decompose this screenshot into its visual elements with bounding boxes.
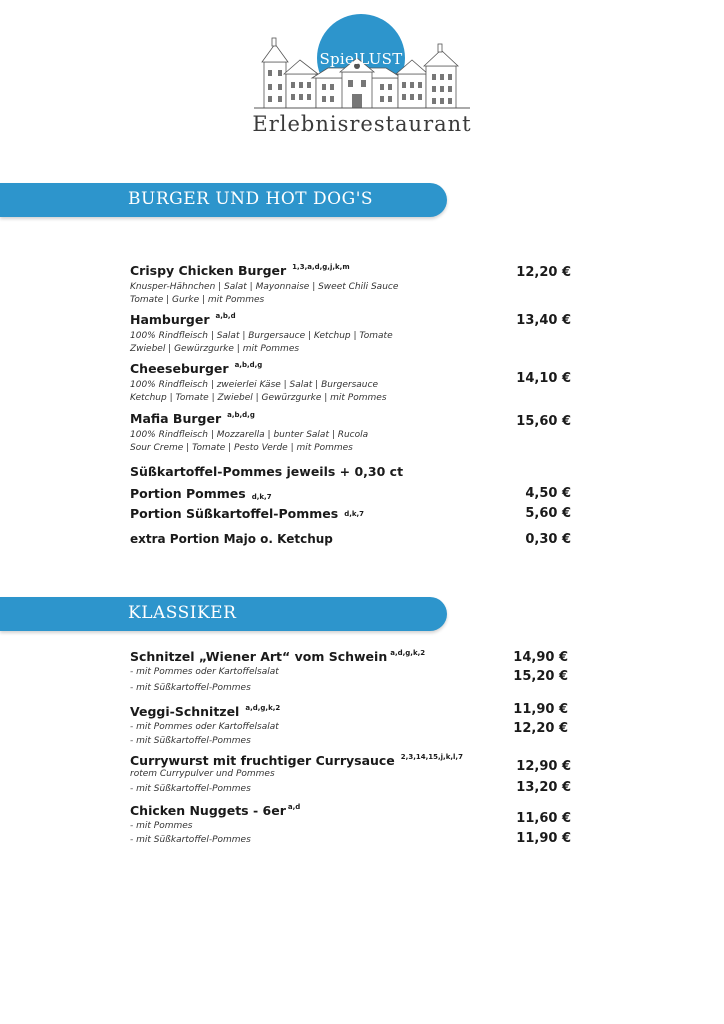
menu-item-name: Currywurst mit fruchtiger Currysauce $^{2,3,14,15,j,k,l,7}$: [130, 753, 463, 768]
sweet-potato-note: Süßkartoffel-Pommes jeweils + 0,30 ct: [130, 464, 404, 479]
side-item-price: 4,50 €: [525, 486, 571, 501]
logo-subtitle: Erlebnisrestaurant: [252, 112, 472, 136]
menu-item-option: - mit Süßkartoffel-Pommes: [130, 683, 251, 693]
menu-item-price: 13,20 €: [516, 780, 571, 795]
section-title-klassiker: KLASSIKER: [128, 603, 237, 623]
menu-item-option: - mit Süßkartoffel-Pommes: [130, 835, 251, 845]
menu-item-name: Crispy Chicken Burger $^{1,3,a,d,g,j,k,m}$: [130, 263, 350, 278]
menu-item-option: - mit Pommes oder Kartoffelsalat: [130, 722, 279, 732]
allergen-codes: a,d: [287, 803, 301, 811]
allergen-codes: a,b,d,g: [234, 361, 263, 369]
menu-item-price: 11,60 €: [516, 811, 571, 826]
menu-item-name: Veggi-Schnitzel $^{a,d,g,k,2}$: [130, 704, 281, 719]
menu-item-price: 14,10 €: [516, 371, 571, 386]
menu-item-price: 11,90 €: [513, 702, 568, 717]
allergen-codes: a,d,g,k,2: [245, 704, 281, 712]
allergen-codes: a,b,d,g: [227, 411, 255, 419]
menu-item-option: rotem Currypulver und Pommes: [130, 769, 275, 779]
side-item-name: Portion Süßkartoffel-Pommes $^{d,k,7}$: [130, 506, 365, 521]
allergen-codes: a,d,g,k,2: [390, 649, 426, 657]
side-item-price: 5,60 €: [525, 506, 571, 521]
menu-item-description: Knusper-Hähnchen | Salat | Mayonnaise | Sweet Chili Sauce: [130, 282, 399, 292]
menu-item-name: Chicken Nuggets - 6er $^{a,d}$: [130, 803, 301, 818]
side-item-name: Portion Pommes d,k,7: [130, 486, 272, 501]
logo-name: SpielLUST: [319, 50, 403, 68]
menu-item-option: - mit Pommes: [130, 821, 193, 831]
allergen-codes: d,k,7: [344, 510, 365, 518]
section-banner-klassiker: [0, 597, 447, 631]
menu-item-name: Schnitzel „Wiener Art“ vom Schwein $^{a,d,g,k,2}$: [130, 649, 426, 664]
restaurant-logo: [244, 14, 480, 138]
menu-item-price: 15,20 €: [513, 669, 568, 684]
menu-item-description: Tomate | Gurke | mit Pommes: [130, 295, 265, 305]
menu-item-price: 13,40 €: [516, 313, 571, 328]
menu-item-description: Zwiebel | Gewürzgurke | mit Pommes: [130, 344, 300, 354]
menu-item-option: - mit Pommes oder Kartoffelsalat: [130, 667, 279, 677]
menu-item-price: 12,90 €: [516, 759, 571, 774]
menu-item-price: 12,20 €: [516, 265, 571, 280]
section-title-burger: BURGER UND HOT DOG'S: [128, 189, 374, 209]
menu-item-description: 100% Rindfleisch | zweierlei Käse | Salat | Burgersauce: [130, 380, 378, 390]
allergen-codes: a,b,d: [215, 312, 236, 320]
menu-item-description: Sour Creme | Tomate | Pesto Verde | mit Pommes: [130, 443, 353, 453]
menu-item-price: 11,90 €: [516, 831, 571, 846]
menu-item-price: 15,60 €: [516, 414, 571, 429]
menu-item-price: 14,90 €: [513, 650, 568, 665]
allergen-codes: d,k,7: [251, 493, 272, 501]
menu-item-description: 100% Rindfleisch | Mozzarella | bunter Salat | Rucola: [130, 430, 369, 440]
side-item-name: extra Portion Majo o. Ketchup: [130, 532, 333, 546]
menu-item-name: Cheeseburger $^{a,b,d,g}$: [130, 361, 263, 376]
side-item-price: 0,30 €: [525, 532, 571, 547]
allergen-codes: 2,3,14,15,j,k,l,7: [400, 753, 463, 761]
menu-item-option: - mit Süßkartoffel-Pommes: [130, 784, 251, 794]
menu-item-price: 12,20 €: [513, 721, 568, 736]
menu-item-name: Hamburger $^{a,b,d}$: [130, 312, 236, 327]
allergen-codes: 1,3,a,d,g,j,k,m: [292, 263, 350, 271]
menu-item-description: Ketchup | Tomate | Zwiebel | Gewürzgurke | mit Pommes: [130, 393, 387, 403]
menu-item-description: 100% Rindfleisch | Salat | Burgersauce | Ketchup | Tomate: [130, 331, 393, 341]
section-banner-burger: [0, 183, 447, 217]
menu-item-option: - mit Süßkartoffel-Pommes: [130, 736, 251, 746]
menu-item-name: Mafia Burger $^{a,b,d,g}$: [130, 411, 255, 426]
